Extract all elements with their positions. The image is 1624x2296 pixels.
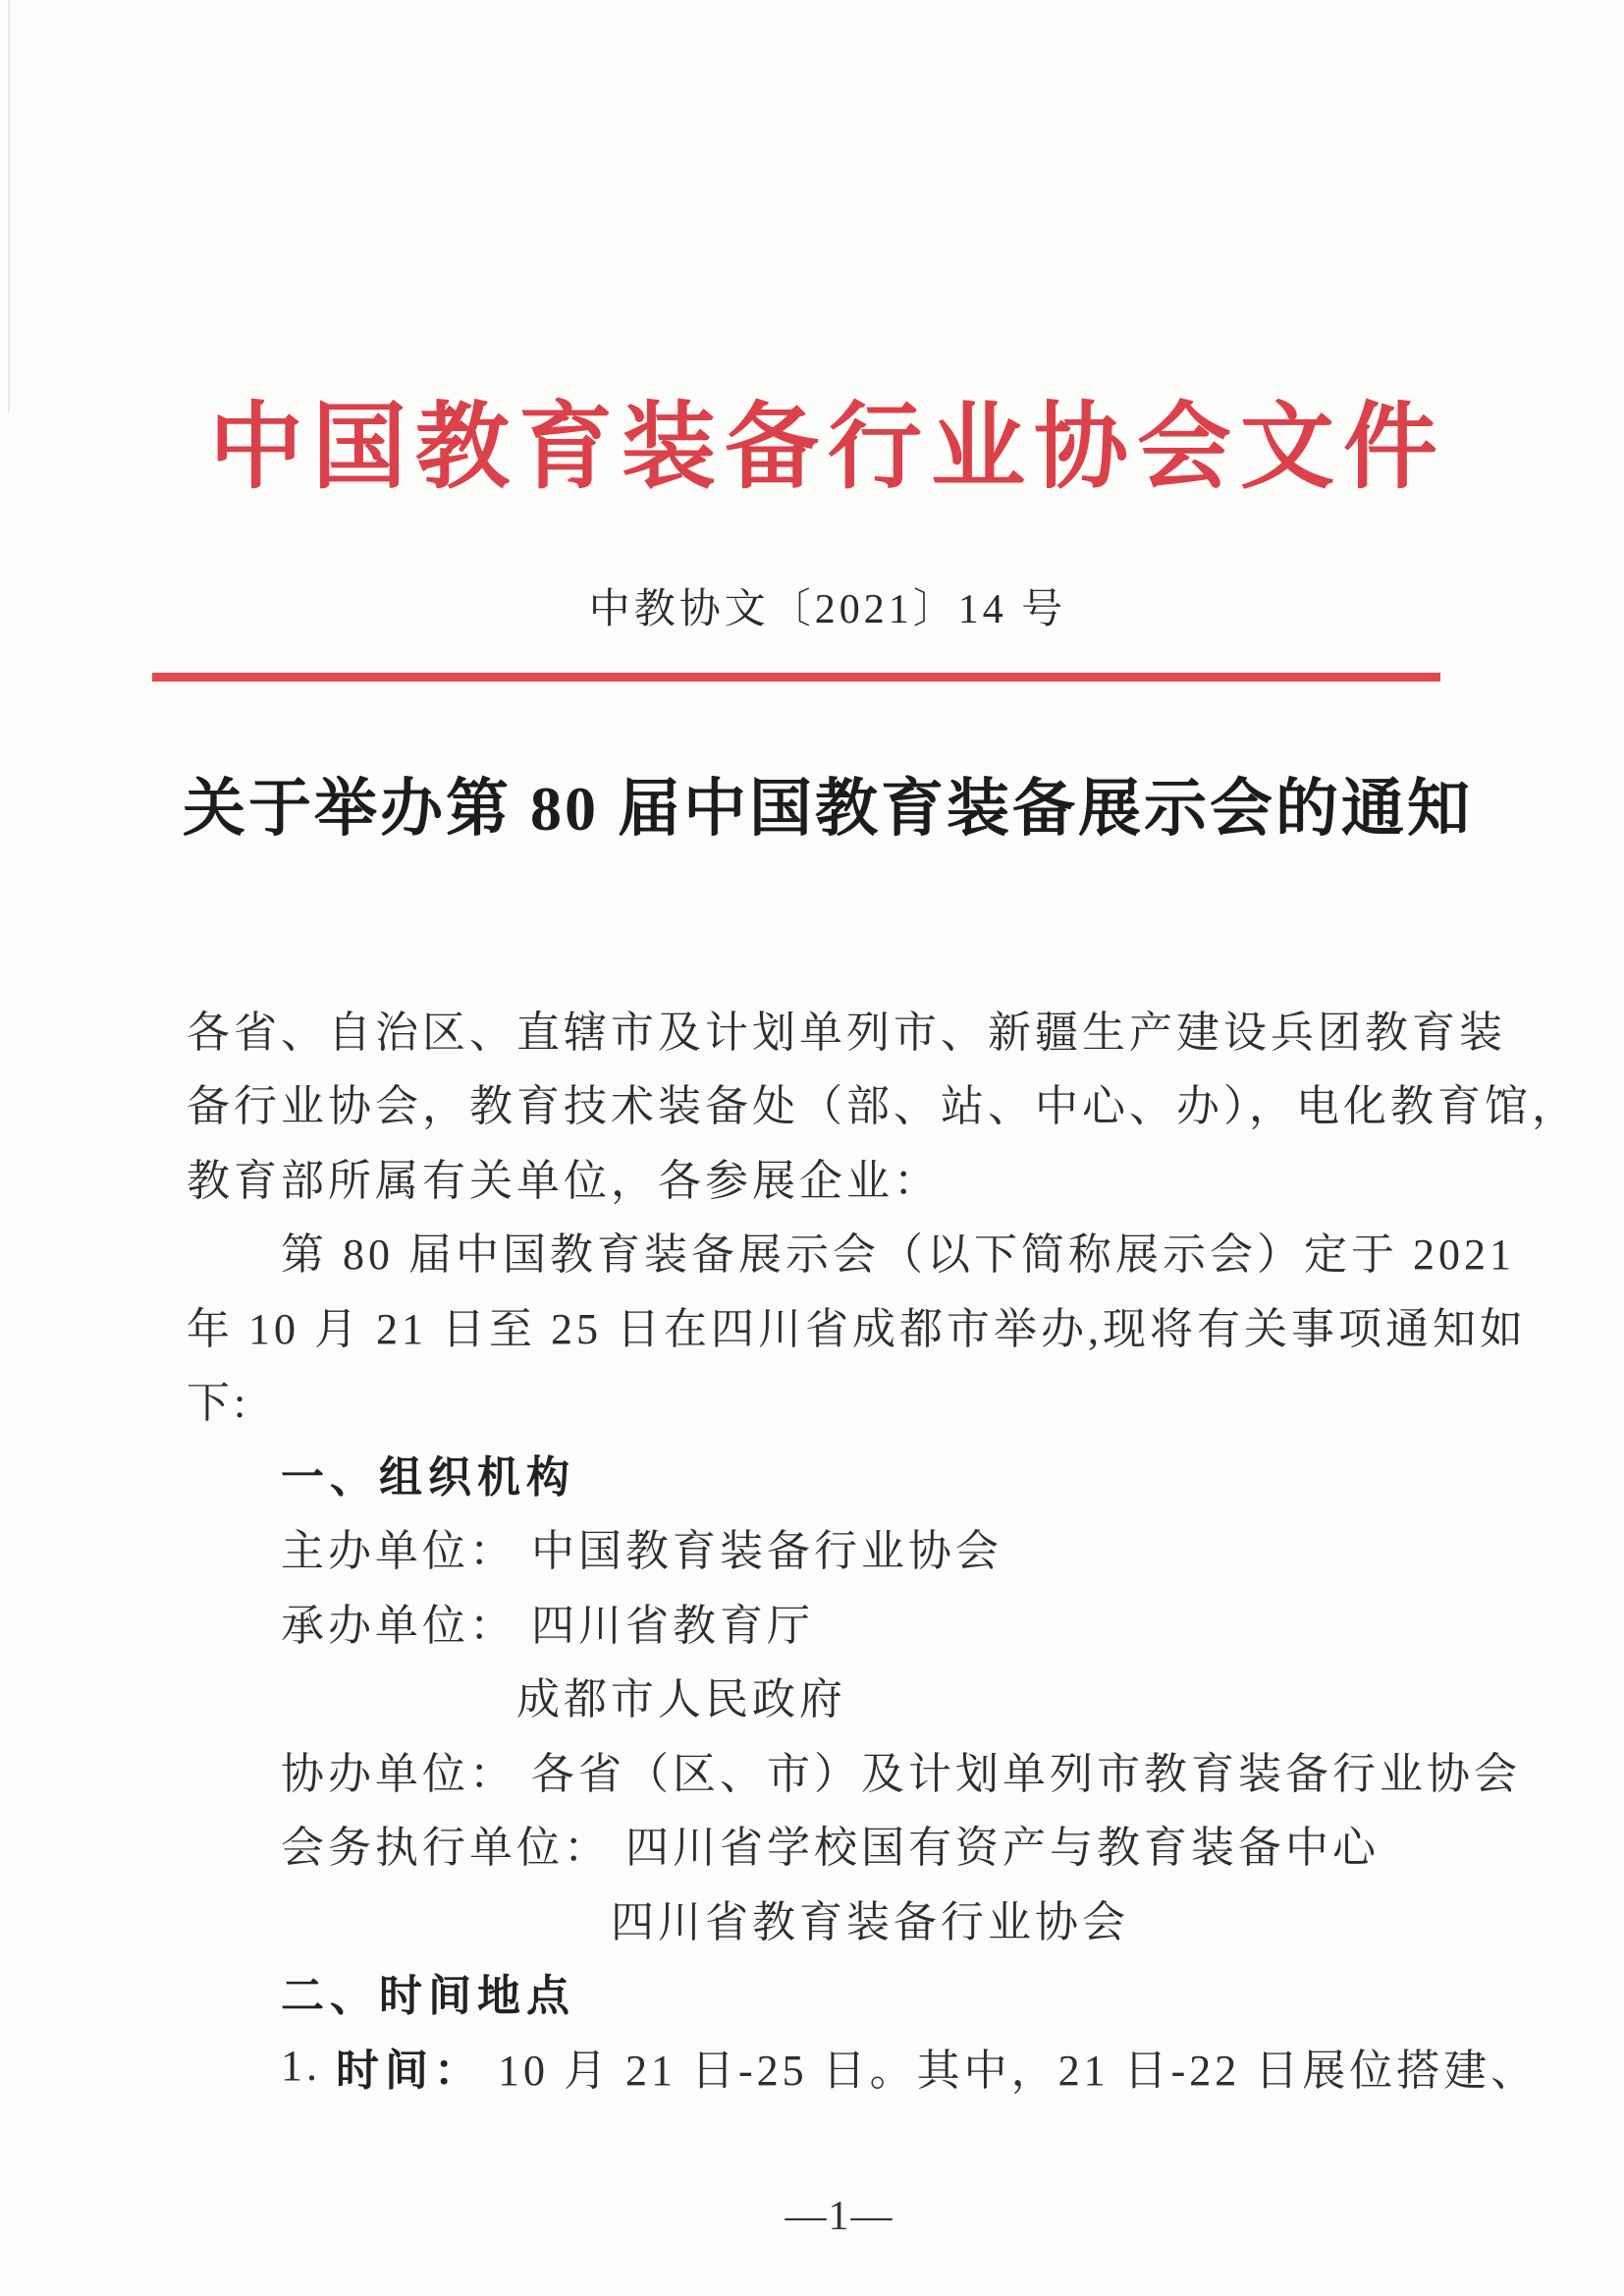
notice-title: 关于举办第 80 届中国教育装备展示会的通知	[183, 774, 1473, 844]
section-2-heading: 二、时间地点	[281, 1972, 575, 2021]
item-1-text: 10 月 21 日-25 日。其中，21 日-22 日展位搭建、	[483, 2046, 1539, 2095]
salutation-line-1: 各省、自治区、直辖市及计划单列市、新疆生产建设兵团教育装	[187, 1008, 1506, 1057]
undertaker-line-2: 成都市人民政府	[516, 1675, 846, 1724]
salutation-line-3: 教育部所属有关单位，各参展企业：	[187, 1156, 941, 1205]
document-body	[187, 991, 1579, 2104]
item-1-line	[187, 2029, 1539, 2104]
organizer-line: 主办单位： 中国教育装备行业协会	[281, 1527, 1002, 1576]
red-divider-rule	[152, 673, 1440, 682]
item-1-number: 1.	[281, 2042, 336, 2091]
executor-line: 会务执行单位： 四川省学校国有资产与教育装备中心	[281, 1824, 1380, 1873]
red-header-org-title: 中国教育装备行业协会文件	[209, 395, 1446, 500]
salutation-line-2: 备行业协会，教育技术装备处（部、站、中心、办），电化教育馆，	[187, 1082, 1579, 1131]
intro-line-1: 第 80 届中国教育装备展示会（以下简称展示会）定于 2021	[281, 1230, 1515, 1280]
intro-line-3: 下:	[187, 1379, 250, 1428]
page-number: —1—	[785, 2194, 894, 2239]
executor-line-2: 四川省教育装备行业协会	[611, 1897, 1129, 1946]
intro-line-2: 年 10 月 21 日至 25 日在四川省成都市举办,现将有关事项通知如	[187, 1304, 1527, 1353]
section-1-heading: 一、组织机构	[281, 1452, 575, 1502]
document-number: 中教协文〔2021〕14 号	[588, 587, 1067, 632]
item-1-label: 时间：	[336, 2046, 483, 2095]
co-organizer-line: 协办单位： 各省（区、市）及计划单列市教育装备行业协会	[281, 1749, 1521, 1798]
undertaker-line: 承办单位： 四川省教育厅	[281, 1601, 814, 1650]
scan-edge-artifact	[8, 0, 10, 412]
